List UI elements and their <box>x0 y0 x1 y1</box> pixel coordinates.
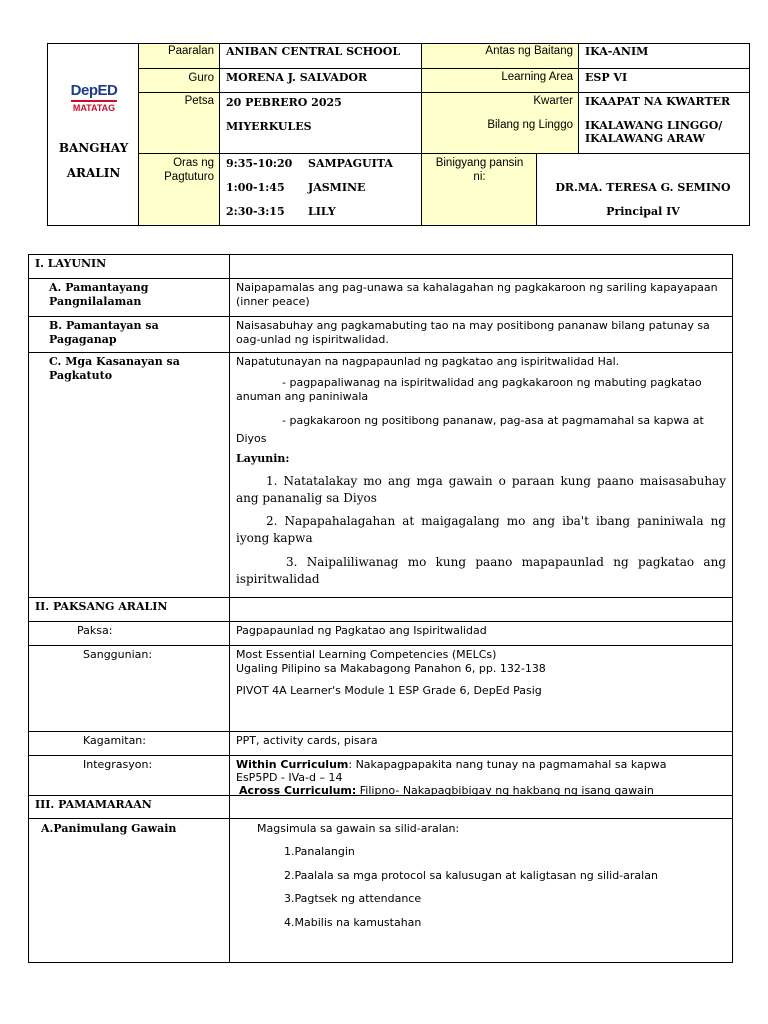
pamantayang-label <box>49 281 148 309</box>
row-pamamaraan <box>29 795 732 819</box>
row-pamantayan-pagaganap <box>29 316 732 353</box>
oras-label <box>139 153 220 225</box>
within-text: : Nakapagpapakita nang tunay na pagmamahal sa kapwa <box>348 758 667 771</box>
schedule-section-3: LILY <box>308 205 336 218</box>
kasanayan-label <box>49 355 180 383</box>
principal-cell <box>537 153 749 225</box>
paksang-aralin-heading: II. PAKSANG ARALIN <box>35 600 168 613</box>
within-label: Within Curriculum <box>236 758 349 771</box>
panimulang-item-2: 2.Paalala sa mga protocol sa kalusugan at kaligtasan ng silid-aralan <box>284 869 658 882</box>
antas-label-text: Antas ng Baitang <box>485 45 573 57</box>
row-sanggunian <box>29 645 732 731</box>
paaralan-value: ANIBAN CENTRAL SCHOOL <box>226 45 401 58</box>
deped-logo <box>65 82 123 126</box>
pansin-label <box>422 153 537 225</box>
kasanayan-text-2: - pagpapaliwanag na ispiritwalidad ang pagkakaroon ng mabuting pagkatao anuman ang paniniwala <box>236 376 702 403</box>
pamantayang-label-line1: A. Pamantayang <box>49 281 149 294</box>
antas-value: IKA-ANIM <box>585 45 649 58</box>
guro-label <box>139 68 220 93</box>
row-panimulang-gawain <box>29 818 732 962</box>
principal-title: Principal IV <box>606 205 680 218</box>
principal-name: DR.MA. TERESA G. SEMINO <box>555 181 731 194</box>
kwarter-linggo-label <box>422 92 579 154</box>
lesson-table <box>28 254 733 963</box>
row-paksang-aralin <box>29 597 732 622</box>
kwarter-label: Kwarter <box>533 95 573 107</box>
linggo-value-2: IKALAWANG ARAW <box>585 132 705 145</box>
pamantayang-label-line2: Pangnilalaman <box>49 295 142 308</box>
pansin-label-line1: Binigyang pansin <box>435 157 524 169</box>
across-label: Across Curriculum: <box>239 784 357 797</box>
sanggunian-text-3: PIVOT 4A Learner's Module 1 ESP Grade 6, DepEd Pasig <box>236 684 542 697</box>
schedule-section-2: JASMINE <box>308 181 366 194</box>
kagamitan-label: Kagamitan: <box>83 734 146 747</box>
banghay-title: BANGHAY <box>58 141 129 155</box>
panimulang-item-4: 4.Mabilis na kamustahan <box>284 916 422 929</box>
panimulang-item-3: 3.Pagtsek ng attendance <box>284 892 422 905</box>
petsa-value-cell <box>220 92 422 154</box>
day-value: MIYERKULES <box>226 120 312 133</box>
pamamaraan-heading: III. PAMAMARAAN <box>35 798 152 811</box>
schedule-time-2: 1:00-1:45 <box>226 181 285 194</box>
logo-divider <box>71 100 117 102</box>
layunin-obj-heading: Layunin: <box>236 452 290 465</box>
petsa-label-text: Petsa <box>184 95 214 107</box>
sanggunian-text-2: Ugaling Pilipino sa Makabagong Panahon 6, pp. 132-138 <box>236 662 546 675</box>
schedule-time-3: 2:30-3:15 <box>226 205 285 218</box>
row-kasanayan <box>29 352 732 597</box>
matatag-logo-text: MATATAG <box>72 103 116 113</box>
objective-3: 3. Naipaliliwanag mo kung paano mapapaunlad ng pagkatao ang ispiritwalidad <box>236 555 726 586</box>
paaralan-label-text: Paaralan <box>167 45 214 57</box>
header-table <box>47 43 750 226</box>
guro-label-text: Guro <box>188 72 214 84</box>
kasanayan-text-1: Napatutunayan na nagpapaunlad ng pagkatao ang ispiritwalidad Hal. <box>236 355 620 368</box>
pagaganap-label <box>49 319 159 347</box>
row-pamantayang-pangnilalaman <box>29 278 732 316</box>
integrasyon-label: Integrasyon: <box>83 758 153 771</box>
kagamitan-text: PPT, activity cards, pisara <box>236 734 378 747</box>
aralin-title: ARALIN <box>66 166 121 180</box>
oras-label-line1: Oras ng <box>173 157 214 169</box>
pagaganap-label-line1: B. Pamantayan sa <box>49 319 159 332</box>
area-value: ESP VI <box>579 68 749 93</box>
panimulang-intro: Magsimula sa gawain sa silid-aralan: <box>257 822 460 835</box>
pamantayang-text: Naipapamalas ang pag-unawa sa kahalagahan ng pagkakaroon ng sariling kapayapaan (inner peace) <box>236 281 718 308</box>
linggo-label: Bilang ng Linggo <box>487 119 573 131</box>
linggo-value-1: IKALAWANG LINGGO/ <box>585 119 723 132</box>
schedule-section-1: SAMPAGUITA <box>308 157 393 170</box>
petsa-label <box>139 92 220 154</box>
objective-1: 1. Natatalakay mo ang mga gawain o paraan kung paano maisasabuhay ang pananalig sa Diyos <box>236 474 726 505</box>
kwarter-linggo-value <box>579 92 749 154</box>
logo-cell <box>48 44 139 225</box>
objective-2: 2. Napapahalagahan at maigagalang mo ang iba't ibang paniniwala ng iyong kapwa <box>236 514 726 545</box>
area-label-text: Learning Area <box>501 71 573 83</box>
within-curriculum <box>236 758 726 771</box>
paaralan-label <box>139 44 220 69</box>
panimulang-item-1: 1.Panalangin <box>284 845 355 858</box>
guro-value: MORENA J. SALVADOR <box>220 68 422 93</box>
schedule-time-1: 9:35-10:20 <box>226 157 293 170</box>
sanggunian-text-1: Most Essential Learning Competencies (MELCs) <box>236 648 497 661</box>
oras-label-line2: Pagtuturo <box>164 171 214 183</box>
paksa-label: Paksa: <box>77 624 113 637</box>
row-kagamitan <box>29 731 732 756</box>
kwarter-value: IKAAPAT NA KWARTER <box>585 95 731 108</box>
row-integrasyon <box>29 755 732 795</box>
deped-logo-text: DepED <box>70 82 118 99</box>
panimulang-gawain-label: A.Panimulang Gawain <box>41 822 177 835</box>
pansin-label-line2: ni: <box>473 171 486 183</box>
sanggunian-label: Sanggunian: <box>83 648 153 661</box>
pagaganap-label-line2: Pagaganap <box>49 333 117 346</box>
kasanayan-label-line1: C. Mga Kasanayan sa <box>49 355 180 368</box>
within-code: EsP5PD - IVa-d – 14 <box>236 771 343 784</box>
paksa-text: Pagpapaunlad ng Pagkatao ang Ispiritwalidad <box>236 624 487 637</box>
area-label <box>422 68 579 93</box>
row-paksa <box>29 621 732 646</box>
petsa-value: 20 PEBRERO 2025 <box>226 96 342 109</box>
pagaganap-text: Naisasabuhay ang pagkamabuting tao na may positibong pananaw bilang patunay sa oag-unlad ng ispiritwalidad. <box>236 319 710 346</box>
kasanayan-label-line2: Pagkatuto <box>49 369 113 382</box>
kasanayan-text-3: - pagkakaroon ng positibong pananaw, pag-asa at pagmamahal sa kapwa at Diyos <box>236 414 704 445</box>
antas-label <box>422 44 579 69</box>
schedule-cell <box>220 153 422 225</box>
layunin-heading: I. LAYUNIN <box>35 257 107 270</box>
across-text: Filipno- Nakapagbibigay ng hakbang ng isang gawain <box>356 784 654 797</box>
